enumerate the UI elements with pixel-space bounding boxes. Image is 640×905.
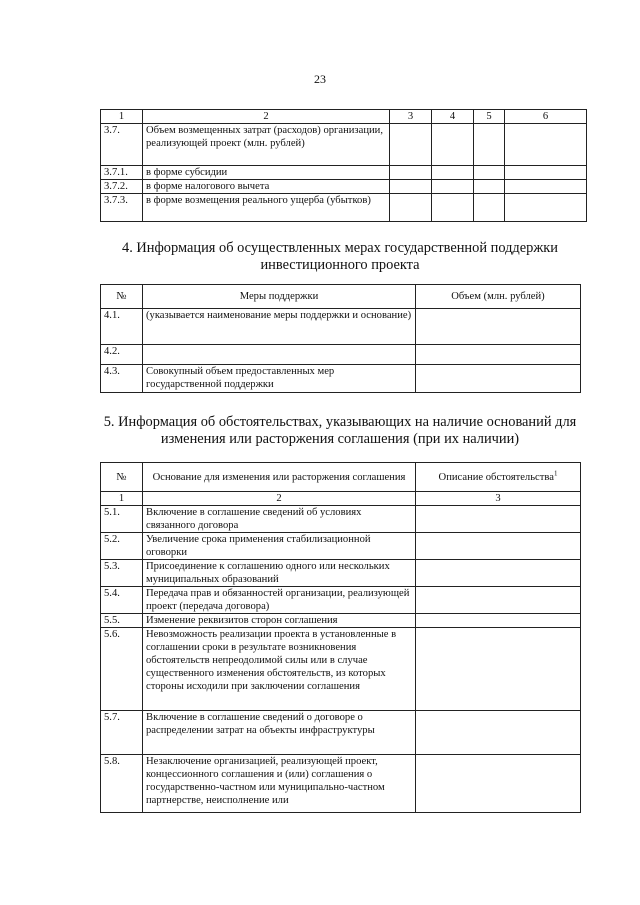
table-row xyxy=(101,560,581,587)
section-5-title-line1: 5. Информация об обстоятельствах, указывающих на наличие оснований для xyxy=(103,414,577,430)
section-4-title xyxy=(100,240,580,274)
section-4-title-line2: инвестиционного проекта xyxy=(260,257,420,273)
col-number-3: 3 xyxy=(416,492,581,506)
row-text: Изменение реквизитов сторон соглашения xyxy=(143,614,416,628)
table-row xyxy=(101,506,581,533)
header-description xyxy=(416,463,581,492)
table-row xyxy=(101,194,587,222)
row-text: Невозможность реализации проекта в установленные в соглашении сроки в результате возникновения обстоятельств непреодолимой силы или в случае существенного изменения обстоятельств, из которых стороны исходили при заключении соглашения xyxy=(143,628,416,711)
circumstances-table xyxy=(100,462,581,813)
row-text: Незаключение организацией, реализующей проект, концессионного соглашения и (или) соглашения о государственно-частном или муниципально-частном партнерстве, неисполнение или xyxy=(143,755,416,813)
section-5-title xyxy=(100,414,580,448)
header-number: № xyxy=(101,285,143,309)
row-text: в форме возмещения реального ущерба (убытков) xyxy=(143,194,390,222)
table-row xyxy=(101,124,587,166)
row-text: в форме субсидии xyxy=(143,166,390,180)
table-row xyxy=(101,180,587,194)
row-text: Присоединение к соглашению одного или нескольких муниципальных образований xyxy=(143,560,416,587)
support-measures-table xyxy=(100,284,581,393)
row-number: 3.7.1. xyxy=(101,166,143,180)
row-number: 5.2. xyxy=(101,533,143,560)
section-4-title-line1: 4. Информация об осуществленных мерах государственной поддержки xyxy=(122,240,558,256)
table-row xyxy=(101,755,581,813)
col-number-2: 2 xyxy=(143,110,390,124)
row-text: в форме налогового вычета xyxy=(143,180,390,194)
table-row xyxy=(101,533,581,560)
table-row xyxy=(101,711,581,755)
table-col-numbers-row xyxy=(101,492,581,506)
col-number-5: 5 xyxy=(474,110,505,124)
row-number: 3.7.3. xyxy=(101,194,143,222)
footnote-marker: 1 xyxy=(553,468,558,477)
page-number: 23 xyxy=(314,72,326,86)
table-row xyxy=(101,309,581,345)
row-text: Совокупный объем предоставленных мер государственной поддержки xyxy=(143,365,416,393)
row-number: 5.3. xyxy=(101,560,143,587)
col-number-1: 1 xyxy=(101,492,143,506)
row-text: Объем возмещенных затрат (расходов) организации, реализующей проект (млн. рублей) xyxy=(143,124,390,166)
header-number: № xyxy=(101,463,143,492)
row-number: 5.8. xyxy=(101,755,143,813)
row-number: 4.2. xyxy=(101,345,143,365)
row-number: 5.1. xyxy=(101,506,143,533)
table-header-row xyxy=(101,463,581,492)
row-text xyxy=(143,345,416,365)
row-number: 5.4. xyxy=(101,587,143,614)
table-row xyxy=(101,614,581,628)
header-volume: Объем (млн. рублей) xyxy=(416,285,581,309)
row-text: (указывается наименование меры поддержки и основание) xyxy=(143,309,416,345)
col-number-4: 4 xyxy=(432,110,474,124)
row-number: 3.7. xyxy=(101,124,143,166)
table-header-row xyxy=(101,285,581,309)
row-number: 5.5. xyxy=(101,614,143,628)
row-number: 5.6. xyxy=(101,628,143,711)
costs-table xyxy=(100,109,587,222)
table-row xyxy=(101,345,581,365)
table-row xyxy=(101,365,581,393)
row-text: Включение в соглашение сведений о договоре о распределении затрат на объекты инфраструктуры xyxy=(143,711,416,755)
row-number: 4.1. xyxy=(101,309,143,345)
table-header-row xyxy=(101,110,587,124)
row-text: Включение в соглашение сведений об условиях связанного договора xyxy=(143,506,416,533)
col-number-3: 3 xyxy=(390,110,432,124)
row-number: 4.3. xyxy=(101,365,143,393)
row-number: 5.7. xyxy=(101,711,143,755)
table-row xyxy=(101,166,587,180)
col-number-6: 6 xyxy=(505,110,587,124)
header-basis: Основание для изменения или расторжения соглашения xyxy=(143,463,416,492)
col-number-1: 1 xyxy=(101,110,143,124)
row-text: Увеличение срока применения стабилизационной оговорки xyxy=(143,533,416,560)
row-text: Передача прав и обязанностей организации, реализующей проект (передача договора) xyxy=(143,587,416,614)
col-number-2: 2 xyxy=(143,492,416,506)
header-measures: Меры поддержки xyxy=(143,285,416,309)
row-number: 3.7.2. xyxy=(101,180,143,194)
section-5-title-line2: изменения или расторжения соглашения (при их наличии) xyxy=(160,431,520,447)
table-row xyxy=(101,587,581,614)
table-row xyxy=(101,628,581,711)
header-description-text: Описание обстоятельства xyxy=(438,471,554,483)
